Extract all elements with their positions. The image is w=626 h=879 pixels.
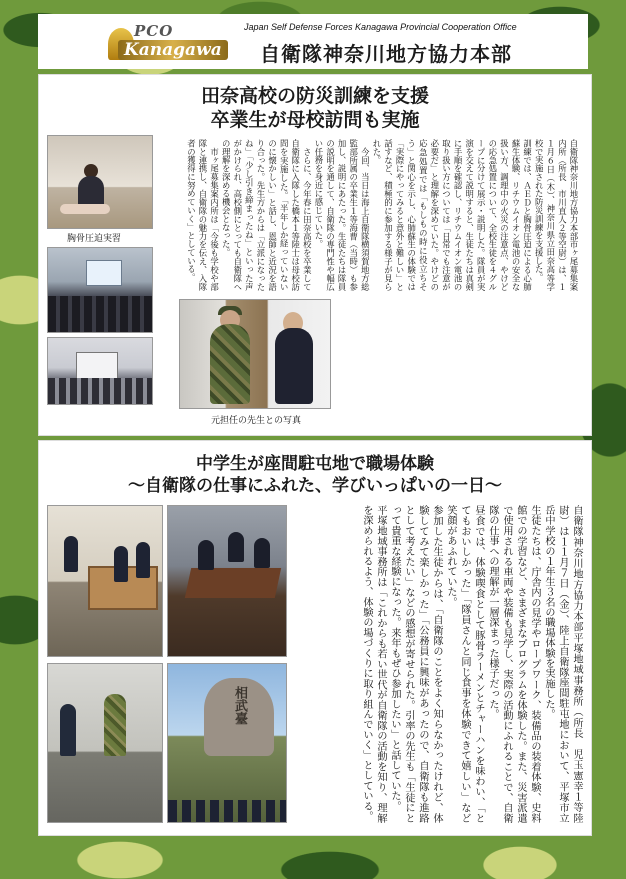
teacher-photo-caption: 元担任の先生との写真 (211, 416, 302, 426)
article-disaster-drill (38, 74, 592, 436)
article1-title-line1: 田奈高校の防災訓練を支援 (200, 85, 429, 107)
classroom-lecture-photo (47, 337, 153, 405)
page-header (38, 14, 588, 69)
monument-group-photo (167, 663, 287, 823)
equipment-trial-photo (47, 663, 163, 823)
logo-kanagawa-text: Kanagawa (118, 40, 228, 60)
header-japanese-title: 自衛隊神奈川地方協力本部 (260, 42, 512, 66)
article2-body: 自衛隊神奈川地方協力本部平塚地域事務所（所長 児玉憲幸１等陸尉）は１１月７日（金）、陸上自衛隊座間駐屯地において、平塚市立岳中学校の１年生３名の職場体験を実施した。 生徒たちは、庁舎内の見学やロープワーク、装備品の装着体験、史料館での学習など、さまざまなプログラムを体験した。また、災害派遣で使用される車両や装備も見学し、実際の活動にふれることで、自衛隊の仕事への理解が一層深まった様子だった。 昼食では、体験喫食として豚骨ラーメンとチャーハンを味わい、「とてもおいしかった」「隊員さんと同じ食事を体験できて嬉しい」など笑顔があふれていた。 参加した生徒からは、「自衛隊のことをよく知らなかったけれど、体験してみて楽しかった」「公務員に興味があったので、自衛隊も進路として考えたい」などの感想が寄せられた。引率の先生も「生徒にとって貴重な経験になった。来年もぜひ参加したい」と話していた。 平塚地域事務所は「これからも若い世代が自衛隊の活動を知り、理解を深められるよう、体験の場づくりに取り組んでいく」としている。 (361, 505, 582, 823)
museum-visit-photo (47, 505, 163, 657)
monument-inscription: 相武臺 (232, 686, 247, 725)
article2-title-line1: 中学生が座間駐屯地で職場体験 (196, 454, 434, 474)
cpr-practice-photo (47, 135, 153, 229)
former-teacher-photo (179, 299, 331, 409)
article1-title-line2: 卒業生が母校訪問も実施 (210, 109, 420, 131)
logo-pco-text: PCO (134, 22, 174, 40)
lunch-table-photo (167, 505, 287, 657)
cpr-photo-caption: 胸骨圧迫実習 (67, 234, 122, 244)
gym-assembly-photo (47, 247, 153, 333)
pco-kanagawa-logo (108, 20, 222, 64)
article2-title-line2: ～自衛隊の仕事にふれた、学びいっぱいの一日～ (128, 476, 502, 496)
article-work-experience (38, 440, 592, 836)
header-english-title: Japan Self Defense Forces Kanagawa Provincial Cooperation Office (244, 22, 517, 32)
article1-body-upper: 自衛隊神奈川地方協力本部市ヶ尾募集案内所（所長 市川直人２等空尉）は、１１月６日（木）、神奈川県立田奈高等学校で実施された防災訓練を支援した。 訓練では、ＡＥＤと胸骨圧迫による心肺蘇生体験、リチウムイオン電池の安全な扱い方、調理中の火災の注意点、やけどの応急処置について、全校生徒を４グループに分けて展示・説明した。隊員が実演を交えて説明すると、生徒たちは真剣に手順を確認し、リチウムイオン電池の取り扱い方については「日常でも注意が必要だ」と理解を深めていた。やけどの応急処置では「もしもの時に役立ちそう」と関心を示し、心肺蘇生の体験では「実際にやってみると意外と難しい」と話すなど、積極的に参加する様子が見られた。 今回、当日は海上自衛隊横須賀地方総監部所属の卒業生１等海曹（当時）も参加し、説明にあたった。生徒たちは隊員の説明を通して、自衛隊の専門性や幅広い任務を身近に感じていた。 さらに、今年春に田奈高校を卒業して自衛隊に入隊した橋本１等陸士は母校訪問を実施した。「半年しか経っていないのに懐かしい」と話し、恩師と近況を語り合った。先生方からは「立派になったね」「少し引き締まったね」といった声がかけられ、高校側にとっても自衛隊への理解を深める機会となった。 市ヶ尾募集案内所は「今後も学校や部隊と連携し、自衛隊の魅力を伝え、入隊者の獲得に努めていく」としている。 (186, 139, 579, 291)
